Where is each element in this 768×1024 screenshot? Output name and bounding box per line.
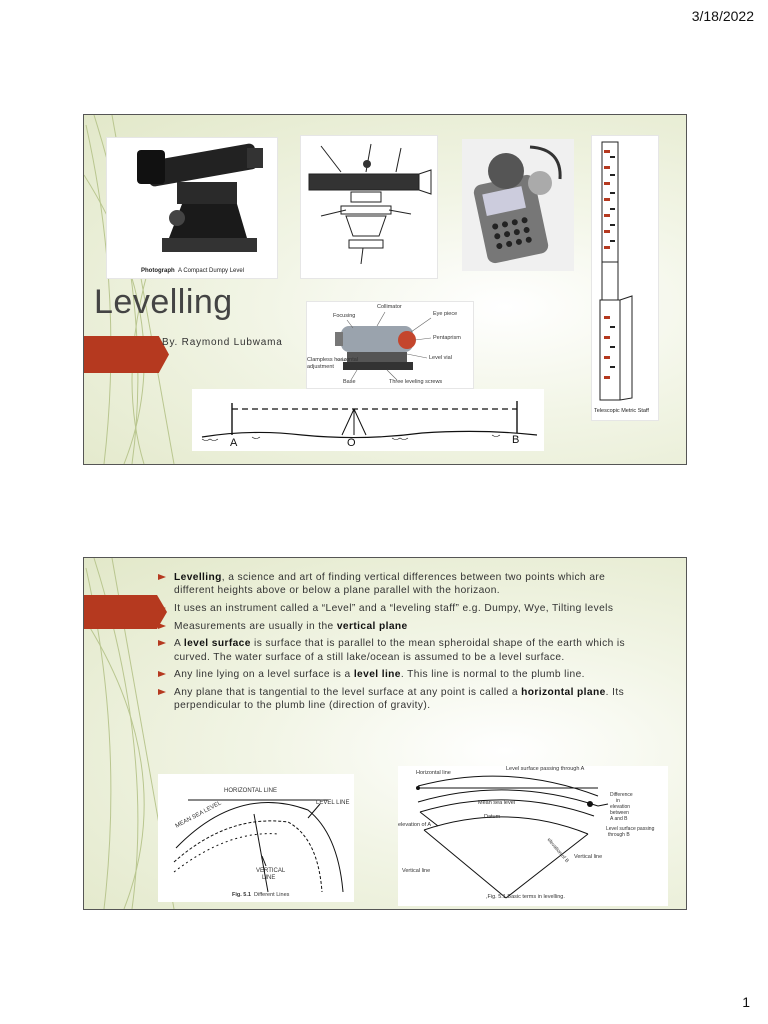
bullet-text: Any line lying on a level surface is a [174,669,354,681]
fig-caption: ,Fig. 5.1 Basic terms in levelling. [486,894,565,900]
label-collimator: Collimator [377,304,402,310]
instrument-drawing [301,136,437,278]
label-a-and-b: A and B [610,816,628,822]
levelling-staff-photo [591,135,659,421]
bullet-term: Levelling [174,572,222,583]
fig-caption-num: Fig. 5.1 [232,892,251,898]
automatic-level-diagram [306,301,474,389]
label-elevation: elevation [610,804,631,810]
label-difference: Difference [610,792,633,798]
bullet-item [158,637,628,663]
digital-level-image [462,139,574,271]
label-level-vial: Level vial [429,355,452,361]
accent-arrow [84,595,167,629]
profile-label-a: A [230,437,238,449]
label-focusing: Focusing [333,313,356,319]
label-base: Base [343,379,356,385]
bullet-text: is surface that is parallel to the mean spheroidal shape of the earth which is curved. The water surface of a still lake/ocean is assumed to be a level surface. [174,638,626,663]
bullet-text: . Its perpendicular to the plumb line (direction of gravity). [174,686,625,712]
label-screws: Three leveling screws [389,379,443,385]
levelling-profile-sketch [192,389,544,451]
slide-1 [83,114,687,465]
figure-different-lines [158,774,354,902]
bullet-term: horizontal plane [521,686,606,698]
label-mean-sea-level: MEAN SEA LEVEL [174,800,223,830]
bullet-term: vertical plane [336,620,408,632]
levelling-staff-image [592,136,658,408]
label-adjustment: adjustment [307,364,334,370]
label-elevation-of-b: elevation of B [545,837,570,865]
bullet-item [158,620,628,633]
label-vertical-line-left: Vertical line [402,868,431,874]
label-in: in [616,798,620,804]
bullet-item [158,571,628,597]
bullet-item [158,668,628,681]
profile-label-b: B [512,434,520,446]
bullet-text: Any plane that is tangential to the level surface at any point is called a [174,686,522,698]
label-vertical: VERTICAL [256,868,286,874]
slide-title: Levelling [94,283,233,321]
label-elevation-of-a: elevation of A [398,822,432,828]
profile-drawing [192,389,544,451]
page-number: 1 [742,994,750,1010]
photo-caption: A Compact Dumpy Level [178,268,245,274]
label-vertical-line-right: Vertical line [574,854,603,860]
author-byline: By. Raymond Lubwama [162,337,283,348]
digital-level-photo [462,139,574,271]
figure-basic-terms [398,766,668,906]
slide-2 [83,557,687,910]
label-between: between [610,810,629,816]
label-through-b: through B [608,832,630,838]
accent-arrow [84,336,169,373]
label-eye-piece: Eye piece [433,311,458,317]
bullet-text: Measurements are usually in the [174,620,337,632]
dumpy-level-photo [106,137,278,279]
label-horizontal-line: Horizontal line [416,770,451,776]
label-horizontal-line: HORIZONTAL LINE [224,788,278,794]
label-line: LINE [262,875,276,881]
instrument-diagram [300,135,438,279]
label-pentaprism: Pentaprism [433,335,461,341]
label-datum: Datum [484,814,501,820]
bullet-text: It uses an instrument called a “Level” and a “leveling staff” e.g. Dumpy, Wye, Tilting levels [174,602,614,614]
profile-label-o: O [347,437,356,449]
bullet-term: level line [353,669,401,681]
label-mean-sea-level: Mean sea level [478,800,515,806]
label-level-surface-a: Level surface passing through A [506,766,585,772]
photo-caption-bold: Photograph [141,268,175,274]
fig-caption: Different Lines [254,892,290,898]
label-clampless: Clampless horizontal [307,357,359,363]
print-date: 3/18/2022 [691,8,754,24]
bullet-term: level surface [183,638,251,650]
bullet-list [158,571,628,717]
bullet-text: . This line is normal to the plumb line. [400,669,585,681]
bullet-item [158,602,628,615]
bullet-text: , a science and art of finding vertical differences between two points which are different heights above or below a plane parallel with the horizaon. [174,572,606,597]
label-level-line: LEVEL LINE [316,800,350,806]
label-level-surface-b: Level surface passing [606,826,655,832]
bullet-item [158,686,628,712]
dumpy-level-image [107,138,277,266]
bullet-text: A [174,638,184,650]
staff-caption: Telescopic Metric Staff [594,408,649,414]
